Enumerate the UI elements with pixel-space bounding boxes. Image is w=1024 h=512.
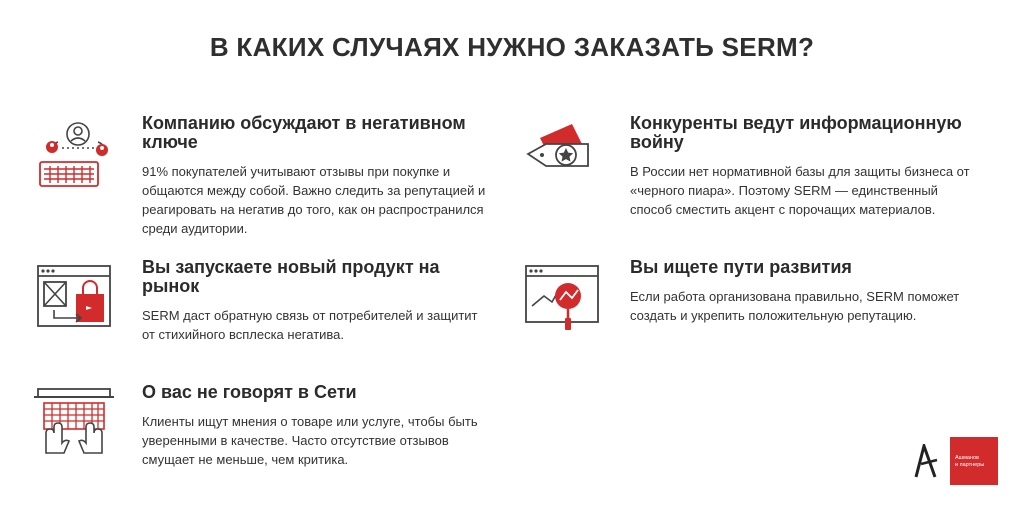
hands-on-keyboard-icon — [34, 383, 114, 463]
logo-line-1: Ашманов — [955, 455, 979, 461]
case-description: Клиенты ищут мнения о товаре или услуге, чтобы быть уверенными в качестве. Часто отсутствие отзывов смущает не меньше, чем критика. — [142, 414, 478, 467]
case-heading: О вас не говорят в Сети — [142, 382, 357, 402]
case-description: Если работа организована правильно, SERM поможет создать и укрепить положительную репутацию. — [630, 289, 960, 323]
page-title: В КАКИХ СЛУЧАЯХ НУЖНО ЗАКАЗАТЬ SERM? — [209, 32, 815, 62]
case-description: 91% покупателей учитывают отзывы при покупке и общаются между собой. Важно следить за репутацией и реагировать на негатив до того, как он распространился среди аудитории. — [142, 164, 486, 236]
price-tag-star-icon — [522, 114, 602, 194]
browser-shopping-bag-icon — [34, 258, 114, 338]
case-heading: Компанию обсуждают в негативном ключе — [142, 113, 466, 152]
browser-magnifier-chart-icon — [522, 258, 602, 338]
case-heading: Конкуренты ведут информационную войну — [630, 113, 962, 152]
case-description: SERM даст обратную связь от потребителей и защитит от стихийного всплеска негатива. — [142, 308, 478, 342]
case-heading: Вы запускаете новый продукт на рынок — [142, 257, 440, 296]
company-logo — [950, 437, 998, 485]
case-heading: Вы ищете пути развития — [630, 257, 852, 277]
logo-mark-icon — [913, 444, 939, 478]
case-description: В России нет нормативной базы для защиты бизнеса от «черного пиара». Поэтому SERM — единственный способ сместить акцент с порочащих материалов. — [630, 164, 970, 217]
people-keyboard-icon — [34, 114, 114, 194]
logo-line-2: и партнеры — [955, 461, 985, 468]
